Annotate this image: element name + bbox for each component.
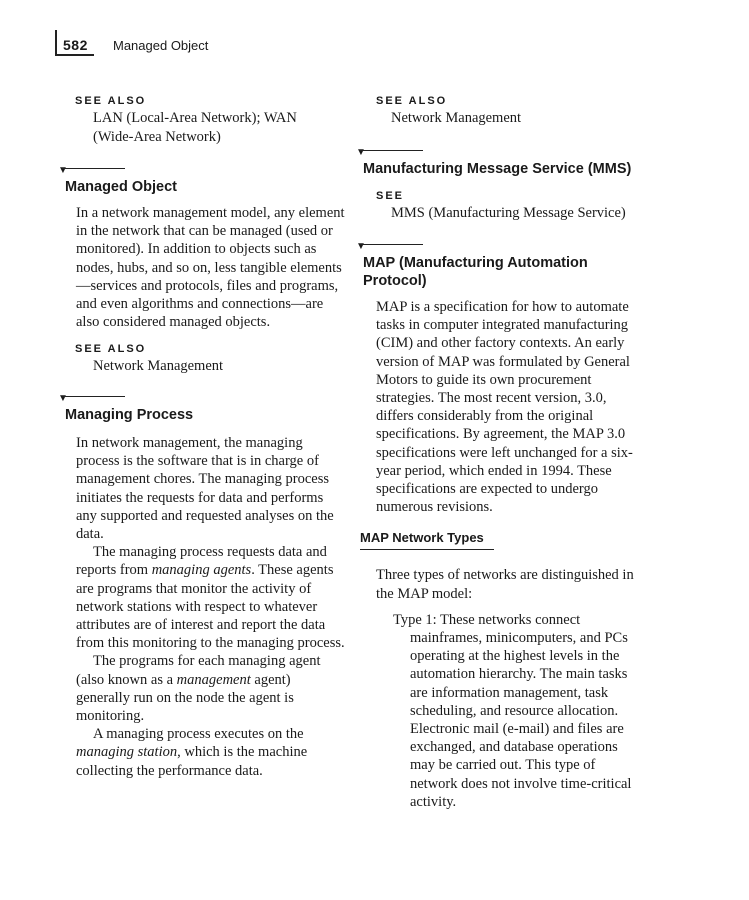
entry-marker bbox=[58, 164, 347, 178]
body-paragraph: In a network management model, any element in the network that can be managed (used or monitored). In addition to objects such as nodes, hubs, and so on, less tangible elements—services and protocols, files and programs, and even algorithms and connections—are also considered managed objects. bbox=[76, 205, 345, 331]
running-head: Managed Object bbox=[113, 38, 209, 53]
page-number: 582 bbox=[63, 37, 88, 53]
see-reference: MMS (Manufacturing Message Service) bbox=[391, 204, 626, 221]
entry-body-managing-process bbox=[76, 434, 347, 780]
see-also-label: SEE ALSO bbox=[376, 95, 448, 107]
left-column bbox=[58, 95, 347, 780]
see-also-reference-line: (Wide-Area Network) bbox=[93, 128, 221, 145]
body-paragraph: Three types of networks are distinguished in the MAP model: bbox=[376, 567, 634, 602]
see-also-label: SEE ALSO bbox=[75, 343, 147, 356]
header-rule-vertical bbox=[55, 30, 57, 56]
see-also-reference-line: LAN (Local-Area Network); WAN bbox=[93, 110, 297, 126]
triangle-marker-icon: ▼ bbox=[58, 392, 68, 404]
body-paragraph: A managing process executes on the managing station, which is the machine collecting the performance data. bbox=[76, 726, 308, 779]
subheading-map-network-types: MAP Network Types bbox=[360, 530, 484, 546]
entry-heading-managed-object: Managed Object bbox=[65, 179, 177, 195]
body-paragraph: The managing process requests data and reports from managing agents. These agents are programs that monitor the activity of network stations with respect to whatever attributes are of interest and report the data from this monitoring to the managing process. bbox=[76, 544, 345, 652]
entry-marker bbox=[58, 392, 347, 406]
header-rule-horizontal bbox=[55, 54, 94, 56]
body-paragraph: The programs for each managing agent (also known as a management agent) generally run on the node the agent is monitoring. bbox=[76, 653, 321, 724]
see-label: SEE bbox=[376, 189, 405, 202]
right-column bbox=[356, 95, 645, 811]
entry-body-map bbox=[376, 298, 645, 516]
entry-marker bbox=[356, 146, 645, 160]
see-also-reference: Network Management bbox=[93, 358, 224, 375]
entry-marker bbox=[356, 240, 645, 254]
type-label: Type 1: bbox=[393, 611, 437, 628]
body-paragraph: In network management, the managing process is the software that is in charge of management chores. The managing process initiates the requests for data and performs any supported and requested analyses on the data. bbox=[76, 434, 334, 542]
triangle-marker-icon: ▼ bbox=[356, 241, 366, 252]
see-also-reference bbox=[93, 109, 347, 146]
triangle-marker-icon: ▼ bbox=[356, 146, 366, 158]
body-paragraph: MAP is a specification for how to automate tasks in computer integrated manufacturing (CIM) and other factory contexts. An early version of MAP was formulated by General Motors to guide its own procurement strategies. The most recent version, 3.0, differs considerably from the original specifications. By agreement, the MAP 3.0 specifications were left unchanged for a six-year period, which ended in 1994. These specifications are expected to undergo numerous revisions. bbox=[376, 299, 633, 516]
entry-heading-map: MAP (Manufacturing Automation Protocol) bbox=[363, 255, 588, 289]
entry-body-managed-object bbox=[76, 204, 347, 331]
entry-heading-mms: Manufacturing Message Service (MMS) bbox=[363, 160, 632, 177]
see-also-reference: Network Management bbox=[391, 110, 522, 126]
entry-heading-managing-process: Managing Process bbox=[65, 406, 194, 423]
list-item-type-1: Type 1: These networks connect mainframes, minicomputers, and PCs operating at the highest levels in the automation hierarchy. The main tasks are information management, task scheduling, and resource allocation. Electronic mail (e-mail) and files are exchanged, and database operations may be carried out. This type of network does not involve time-critical activity. bbox=[393, 611, 632, 810]
subheading-underline bbox=[360, 549, 494, 550]
see-also-label: SEE ALSO bbox=[75, 95, 147, 107]
triangle-marker-icon: ▼ bbox=[58, 165, 68, 176]
entry-body-map-network-types bbox=[376, 566, 645, 811]
